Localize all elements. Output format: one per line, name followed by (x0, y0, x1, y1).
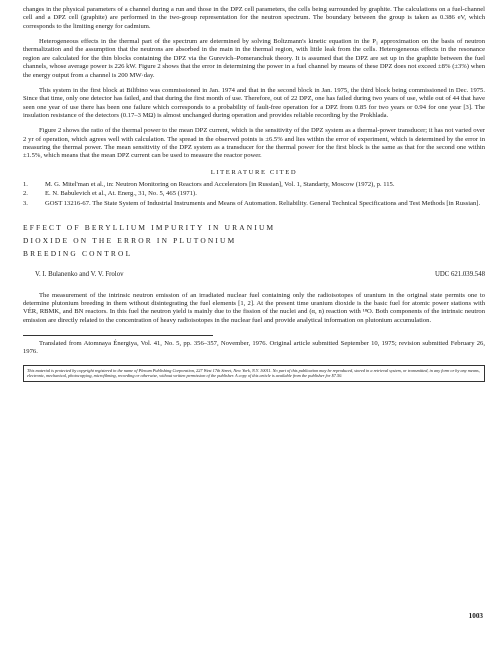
reference-list (23, 181, 485, 208)
reference-item (23, 181, 485, 189)
reference-item (23, 200, 485, 208)
reference-text: E. N. Babulevich et al., At. Energ., 31, No. 5, 465 (1971). (45, 190, 197, 198)
reference-number: 2. (23, 190, 28, 198)
article-title-line: EFFECT OF BERYLLIUM IMPURITY IN URANIUM (23, 223, 276, 233)
udc-code: UDC 621.039.548 (434, 271, 485, 279)
page-content (23, 6, 485, 382)
literature-heading: LITERATURE CITED (210, 168, 298, 176)
footnote-rule (23, 335, 213, 336)
reference-text: M. G. Mitel'man et al., in: Neutron Monitoring on Reactors and Accelerators [in Russian], Vol. 1, Standarty, Moscow (1972), p. 115. (45, 181, 395, 189)
body-paragraph-2: Heterogeneous effects in the thermal part of the spectrum are determined by solving Boltzmann's kinetic equation in the P₁ approximation on the basis of neutron thermalization and the assumption that the neutrons are absorbed in the main in the thermal region, with little leak from the cells. Heterogeneous effects in the resonance region are calculated for the thin blocks containing the DPZ via the Gurevich–Pomeranchuk theory. It is assumed that the DPZ are set up in the graphite between the fuel channels, whose average power is 226 kW. Figure 2 shows that the error in determining the power in a fuel channel by means of these DPZ does not exceed ±8% (±3%) when the energy output from a channel is 200 MW·day. (23, 38, 485, 79)
byline (23, 271, 485, 280)
copyright-notice: This material is protected by copyright registered in the name of Plenum Publishing Corporation, 227 West 17th Street, New York, N.Y. 10011. No part of this publication may be reproduced, stored in a retrieval system, or transmitted, in any form or by any means, electronic, mechanical, photocopying, microfilming, recording or otherwise, without written permission of the publisher. A copy of this article is available from the publisher for $7.50. (23, 365, 485, 382)
reference-number: 1. (23, 181, 28, 189)
reference-item (23, 190, 485, 198)
translation-note: Translated from Atomnaya Énergiya, Vol. 41, No. 5, pp. 356–357, November, 1976. Original article submitted September 10, 1975; revision submitted February 26, 1976. (23, 340, 485, 356)
body-paragraph-1: changes in the physical parameters of a channel during a run and those in the DPZ cell parameters, the cells being surrounded by graphite. The calculations on a fuel-channel cell and a DPZ cell (graphite) are performed in the two-group representation for the neutron spectrum. The boundary between the group is taken as 0.386 eV, which corresponds to the limiting energy for cadmium. (23, 6, 485, 30)
page-number: 1003 (468, 612, 483, 620)
article-title-line: BREEDING CONTROL (23, 249, 133, 259)
article-title (23, 222, 485, 261)
reference-text: GOST 13216-67. The State System of Industrial Instruments and Means of Automation. Reliability. General Technical Specifications and Test Methods [in Russian]. (45, 199, 481, 207)
reference-number: 3. (23, 199, 28, 207)
body-paragraph-4: Figure 2 shows the ratio of the thermal power to the mean DPZ current, which is the sensitivity of the DPZ system as a thermal-power transducer; it has not varied over 2 yr of operation, which agrees well with calculation. The spread in the observed points is ±6.5% and lies within the error of experiment, which is determined by the error in measuring the thermal power. The mean sensitivity of the DPZ system as a transducer for the thermal power for the first block is the same as that for the second one within ±1.5%, which means that the mean DPZ current can be used to measure the reactor power. (23, 127, 485, 160)
article-authors: V. I. Bulanenko and V. V. Frolov (35, 271, 124, 279)
body-paragraph-3: This system in the first block at Bilibino was commissioned in Jan. 1974 and that in the second block in Jan. 1975, the third block being commissioned in Dec. 1975. Since that time, only one detector has failed, and that during the first month of use. Therefore, out of 22 DPZ, one has failed during two years of use, while out of 44 that have seen one year of use there has been one failure which corresponds to a probability of fault-free operation for a DPZ from 0.85 for two years or 0.94 for one year [3]. The insulation resistance of the detectors (0.17–3 MΩ) is almost unchanged during operation and provides reliable recording by the Prokhlada. (23, 86, 485, 119)
article-title-line: DIOXIDE ON THE ERROR IN PLUTONIUM (23, 236, 237, 246)
article-abstract: The measurement of the intrinsic neutron emission of an irradiated nuclear fuel containing only the radioisotopes of uranium in the original state permits one to determine plutonium breeding in them without disintegrating the fuel elements [1, 2]. At the present time uranium dioxide is the basic fuel for atomic power stations with VÉR, RBMK, and BN reactors. In this fuel the neutron yield is mainly due to the fission of the nuclei and (α, n) reaction with ¹⁸O. Both components of the intrinsic neutron emission are directly related to the concentration of heavy radioisotopes in the nuclear fuel and provide analytical information on plutonium accumulation. (23, 291, 485, 324)
